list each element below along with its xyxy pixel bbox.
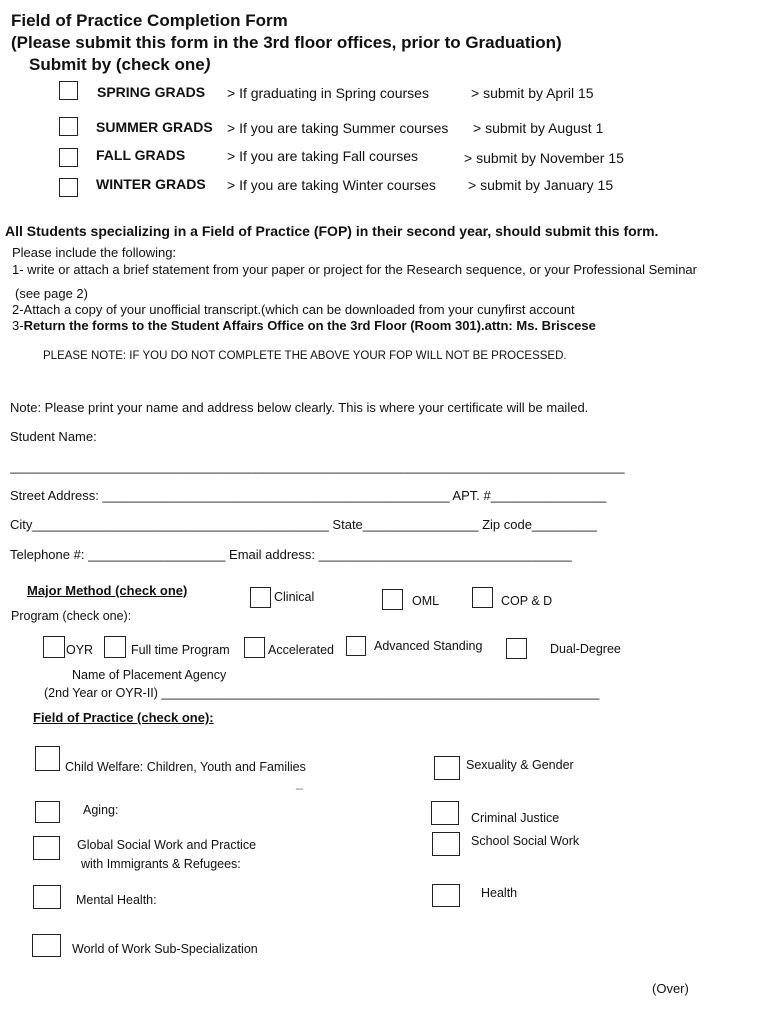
submit-by-heading: Submit by (check one) <box>29 55 211 74</box>
aging-checkbox[interactable] <box>35 801 60 823</box>
winter-grads-label: WINTER GRADS <box>96 176 206 192</box>
advanced-standing-checkbox[interactable] <box>346 636 366 656</box>
clinical-checkbox[interactable] <box>250 587 271 608</box>
winter-grads-checkbox[interactable] <box>59 178 78 197</box>
world-of-work-checkbox[interactable] <box>32 934 61 957</box>
global-social-work-label-2: with Immigrants & Refugees: <box>81 857 241 871</box>
criminal-justice-checkbox[interactable] <box>431 801 459 825</box>
instruction-item-1: 1- write or attach a brief statement from your paper or project for the Research sequence, or your Professional Seminar <box>12 262 697 277</box>
criminal-justice-label: Criminal Justice <box>471 811 560 825</box>
school-social-work-checkbox[interactable] <box>432 832 460 856</box>
instruction-item-1-cont: (see page 2) <box>15 286 88 301</box>
please-note: PLEASE NOTE: IF YOU DO NOT COMPLETE THE ABOVE YOUR FOP WILL NOT BE PROCESSED. <box>43 350 567 362</box>
accelerated-label: Accelerated <box>268 643 335 657</box>
student-name-label: Student Name: <box>10 429 97 444</box>
summer-grads-condition: > If you are taking Summer courses <box>227 120 449 136</box>
summer-grads-checkbox[interactable] <box>59 117 78 136</box>
fall-grads-checkbox[interactable] <box>59 148 78 167</box>
over-label: (Over) <box>652 981 689 996</box>
fop-label: Field of Practice (check one): <box>33 710 214 725</box>
global-social-work-label: Global Social Work and Practice <box>77 838 257 852</box>
instruction-item-2: 2-Attach a copy of your unofficial transcript.(which can be downloaded from your cunyfirst account <box>12 302 575 317</box>
oyr-label: OYR <box>66 643 94 657</box>
full-time-checkbox[interactable] <box>104 636 126 658</box>
spring-grads-checkbox[interactable] <box>59 81 78 100</box>
oml-checkbox[interactable] <box>382 589 403 610</box>
clinical-label: Clinical <box>274 590 315 604</box>
oml-label: OML <box>412 594 440 608</box>
aging-label: Aging: <box>83 803 119 817</box>
full-time-label: Full time Program <box>131 643 230 657</box>
winter-grads-deadline: > submit by January 15 <box>468 177 614 193</box>
student-name-field[interactable]: _____________________________________________________________________________________ <box>10 459 625 474</box>
street-address-field[interactable]: Street Address: ________________________________________________ APT. #________________ <box>10 488 607 503</box>
dual-degree-label: Dual-Degree <box>550 642 621 656</box>
sexuality-gender-checkbox[interactable] <box>434 756 460 780</box>
instruction-item-3: 3-Return the forms to the Student Affairs Office on the 3rd Floor (Room 301).attn: Ms. Briscese <box>12 318 596 333</box>
winter-grads-condition: > If you are taking Winter courses <box>227 177 436 193</box>
health-label: Health <box>481 886 518 900</box>
major-method-label: Major Method (check one) <box>27 583 188 598</box>
fall-grads-label: FALL GRADS <box>96 147 186 163</box>
child-welfare-checkbox[interactable] <box>35 746 60 771</box>
summer-grads-deadline: > submit by August 1 <box>473 120 604 136</box>
health-checkbox[interactable] <box>432 884 460 907</box>
dual-degree-checkbox[interactable] <box>506 638 527 659</box>
child-welfare-label: Child Welfare: Children, Youth and Families <box>65 760 306 774</box>
placement-agency-field[interactable]: (2nd Year or OYR-II) _______________________________________________________________ <box>44 686 600 700</box>
spring-grads-deadline: > submit by April 15 <box>471 85 594 101</box>
copd-label: COP & D <box>501 594 553 608</box>
form-subtitle: (Please submit this form in the 3rd floor offices, prior to Graduation) <box>11 33 562 52</box>
include-label: Please include the following: <box>12 245 177 260</box>
placement-label: Name of Placement Agency <box>72 668 227 682</box>
spring-grads-label: SPRING GRADS <box>97 84 206 100</box>
global-social-work-checkbox[interactable] <box>33 836 60 860</box>
mental-health-label: Mental Health: <box>76 893 157 907</box>
sexuality-gender-label: Sexuality & Gender <box>466 758 574 772</box>
mental-health-checkbox[interactable] <box>33 885 61 909</box>
school-social-work-label: School Social Work <box>471 834 580 848</box>
fall-grads-condition: > If you are taking Fall courses <box>227 148 419 164</box>
spring-grads-condition: > If graduating in Spring courses <box>227 85 429 101</box>
copd-checkbox[interactable] <box>472 587 493 608</box>
form-title: Field of Practice Completion Form <box>11 11 288 30</box>
address-note: Note: Please print your name and address below clearly. This is where your certificate will be mailed. <box>10 400 589 415</box>
oyr-checkbox[interactable] <box>43 636 65 658</box>
advanced-standing-label: Advanced Standing <box>374 639 483 653</box>
city-state-zip-field[interactable]: City_________________________________________ State________________ Zip code_________ <box>10 517 598 532</box>
fall-grads-deadline: > submit by November 15 <box>464 150 624 166</box>
world-of-work-label: World of Work Sub-Specialization <box>72 942 258 956</box>
instructions-heading: All Students specializing in a Field of Practice (FOP) in their second year, should submit this form. <box>5 223 659 239</box>
stray-dash: _ <box>296 776 303 790</box>
program-label: Program (check one): <box>11 609 132 623</box>
summer-grads-label: SUMMER GRADS <box>96 119 213 135</box>
telephone-email-field[interactable]: Telephone #: ___________________ Email address: ___________________________________ <box>10 547 572 562</box>
accelerated-checkbox[interactable] <box>244 637 265 658</box>
